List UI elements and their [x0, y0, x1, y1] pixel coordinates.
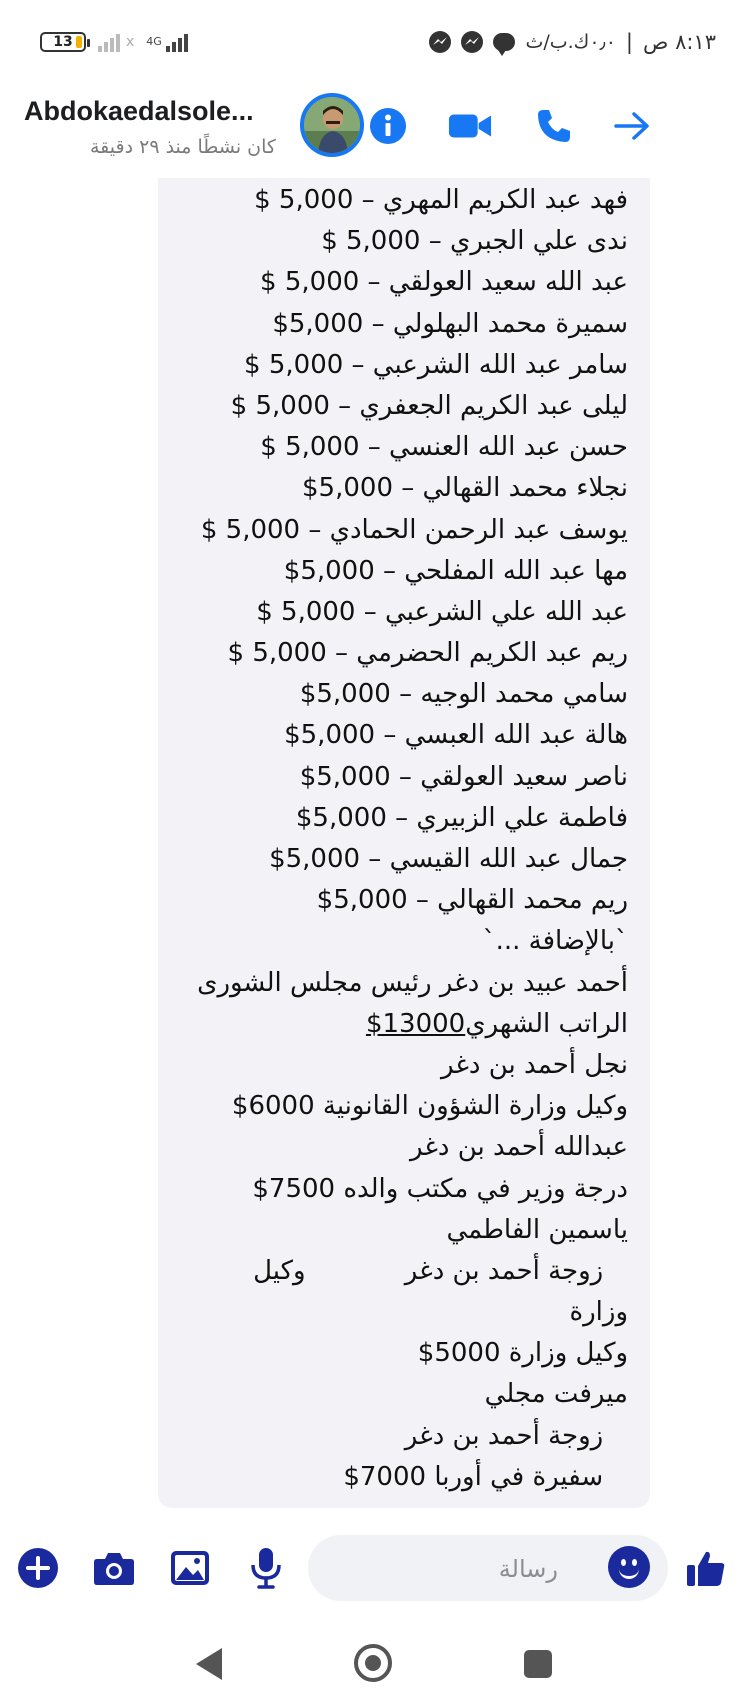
message-line: سميرة محمد البهلولي – 5,000$	[272, 308, 628, 339]
message-input[interactable]	[308, 1535, 668, 1601]
message-line: فاطمة علي الزبيري – 5,000$	[295, 802, 628, 833]
message-line: ناصر سعيد العولقي – 5,000$	[299, 761, 628, 792]
message-text	[28, 180, 628, 1498]
message-line: ريم عبد الكريم الحضرمي – 5,000 $	[227, 638, 628, 669]
message-line: ريم محمد القهالي – 5,000$	[316, 885, 628, 916]
message-line: نجل أحمد بن دغر	[440, 1049, 628, 1080]
message-line: جمال عبد الله القيسي – 5,000$	[269, 844, 628, 874]
status-separator: |	[625, 30, 633, 54]
status-right	[429, 30, 716, 54]
video-call-icon[interactable]	[448, 104, 492, 148]
avatar[interactable]	[300, 93, 364, 157]
message-line: `بالإضافة ...`	[482, 926, 628, 957]
message-line: سفيرة في أوربا 7000$	[343, 1461, 628, 1492]
active-status: كان نشطًا منذ ٢٩ دقيقة	[90, 136, 276, 158]
clock: ٨:١٣ ص	[643, 30, 716, 54]
signal-strong-icon	[166, 32, 188, 52]
no-signal-mark: x	[126, 34, 135, 50]
message-line: حسن عبد الله العنسي – 5,000 $	[260, 432, 628, 463]
message-line: فهد عبد الكريم المهري – 5,000 $	[254, 185, 628, 215]
salary-label: الراتب الشهري	[465, 1008, 628, 1039]
back-icon[interactable]	[196, 1648, 222, 1680]
message-line: سامي محمد الوجيه – 5,000$	[299, 679, 628, 710]
emoji-icon[interactable]	[608, 1546, 650, 1588]
microphone-icon[interactable]	[244, 1546, 288, 1590]
message-line: عبدالله أحمد بن دغر	[409, 1132, 628, 1163]
signal-weak-icon	[98, 32, 120, 52]
phone-icon[interactable]	[532, 104, 576, 148]
contact-name[interactable]: Abdokaedalsole...	[24, 96, 254, 126]
forward-arrow-icon[interactable]	[610, 104, 654, 148]
network-speed: ٠٫٠ك.ب/ث	[525, 31, 616, 53]
message-line: عبد الله سعيد العولقي – 5,000 $	[260, 267, 628, 298]
recent-apps-icon[interactable]	[524, 1650, 552, 1678]
thumbs-up-icon[interactable]	[684, 1546, 728, 1590]
message-line: وزارة	[569, 1297, 628, 1328]
message-line: أحمد عبيد بن دغر رئيس مجلس الشورى	[197, 967, 628, 998]
message-line: وكيل وزارة الشؤون القانونية 6000$	[231, 1091, 628, 1122]
message-composer	[0, 1508, 750, 1628]
battery-level: 13	[53, 34, 73, 50]
message-line-salary	[28, 1004, 628, 1045]
status-bar	[0, 0, 750, 80]
status-left	[40, 32, 188, 52]
gallery-icon[interactable]	[168, 1546, 212, 1590]
message-line: ندى علي الجبري – 5,000 $	[321, 226, 628, 257]
network-type: 4G	[146, 35, 162, 48]
message-line: نجلاء محمد القهالي – 5,000$	[302, 473, 628, 504]
home-icon[interactable]	[354, 1644, 392, 1682]
message-placeholder: رسالة	[498, 1555, 558, 1583]
message-line: زوجة أحمد بن دغر وكيل	[253, 1255, 628, 1286]
messenger-notification-icon	[429, 31, 451, 53]
info-icon[interactable]	[366, 104, 410, 148]
camera-icon[interactable]	[92, 1546, 136, 1590]
chat-header	[0, 80, 750, 179]
messenger-notification-icon	[461, 31, 483, 53]
battery-icon	[40, 32, 86, 52]
message-line: ياسمين الفاطمي	[446, 1214, 628, 1245]
message-line: ميرفت مجلي	[484, 1379, 628, 1410]
message-line: ليلى عبد الكريم الجعفري – 5,000 $	[230, 390, 628, 421]
salary-amount: 13000$	[365, 1008, 466, 1039]
message-line: وكيل وزارة 5000$	[417, 1338, 628, 1369]
message-line: مها عبد الله المفلحي – 5,000$	[283, 555, 628, 586]
message-line: عبد الله علي الشرعبي – 5,000 $	[256, 596, 628, 627]
system-nav-bar	[0, 1628, 750, 1708]
message-line: درجة وزير في مكتب والده 7500$	[252, 1173, 628, 1204]
conversation-area[interactable]	[0, 178, 750, 1508]
chat-notification-icon	[493, 33, 515, 51]
message-line: هالة عبد الله العبسي – 5,000$	[284, 720, 628, 751]
message-line: يوسف عبد الرحمن الحمادي – 5,000 $	[200, 514, 628, 545]
message-line: زوجة أحمد بن دغر	[404, 1420, 628, 1451]
message-line: سامر عبد الله الشرعبي – 5,000 $	[244, 349, 628, 380]
plus-icon[interactable]	[16, 1546, 60, 1590]
